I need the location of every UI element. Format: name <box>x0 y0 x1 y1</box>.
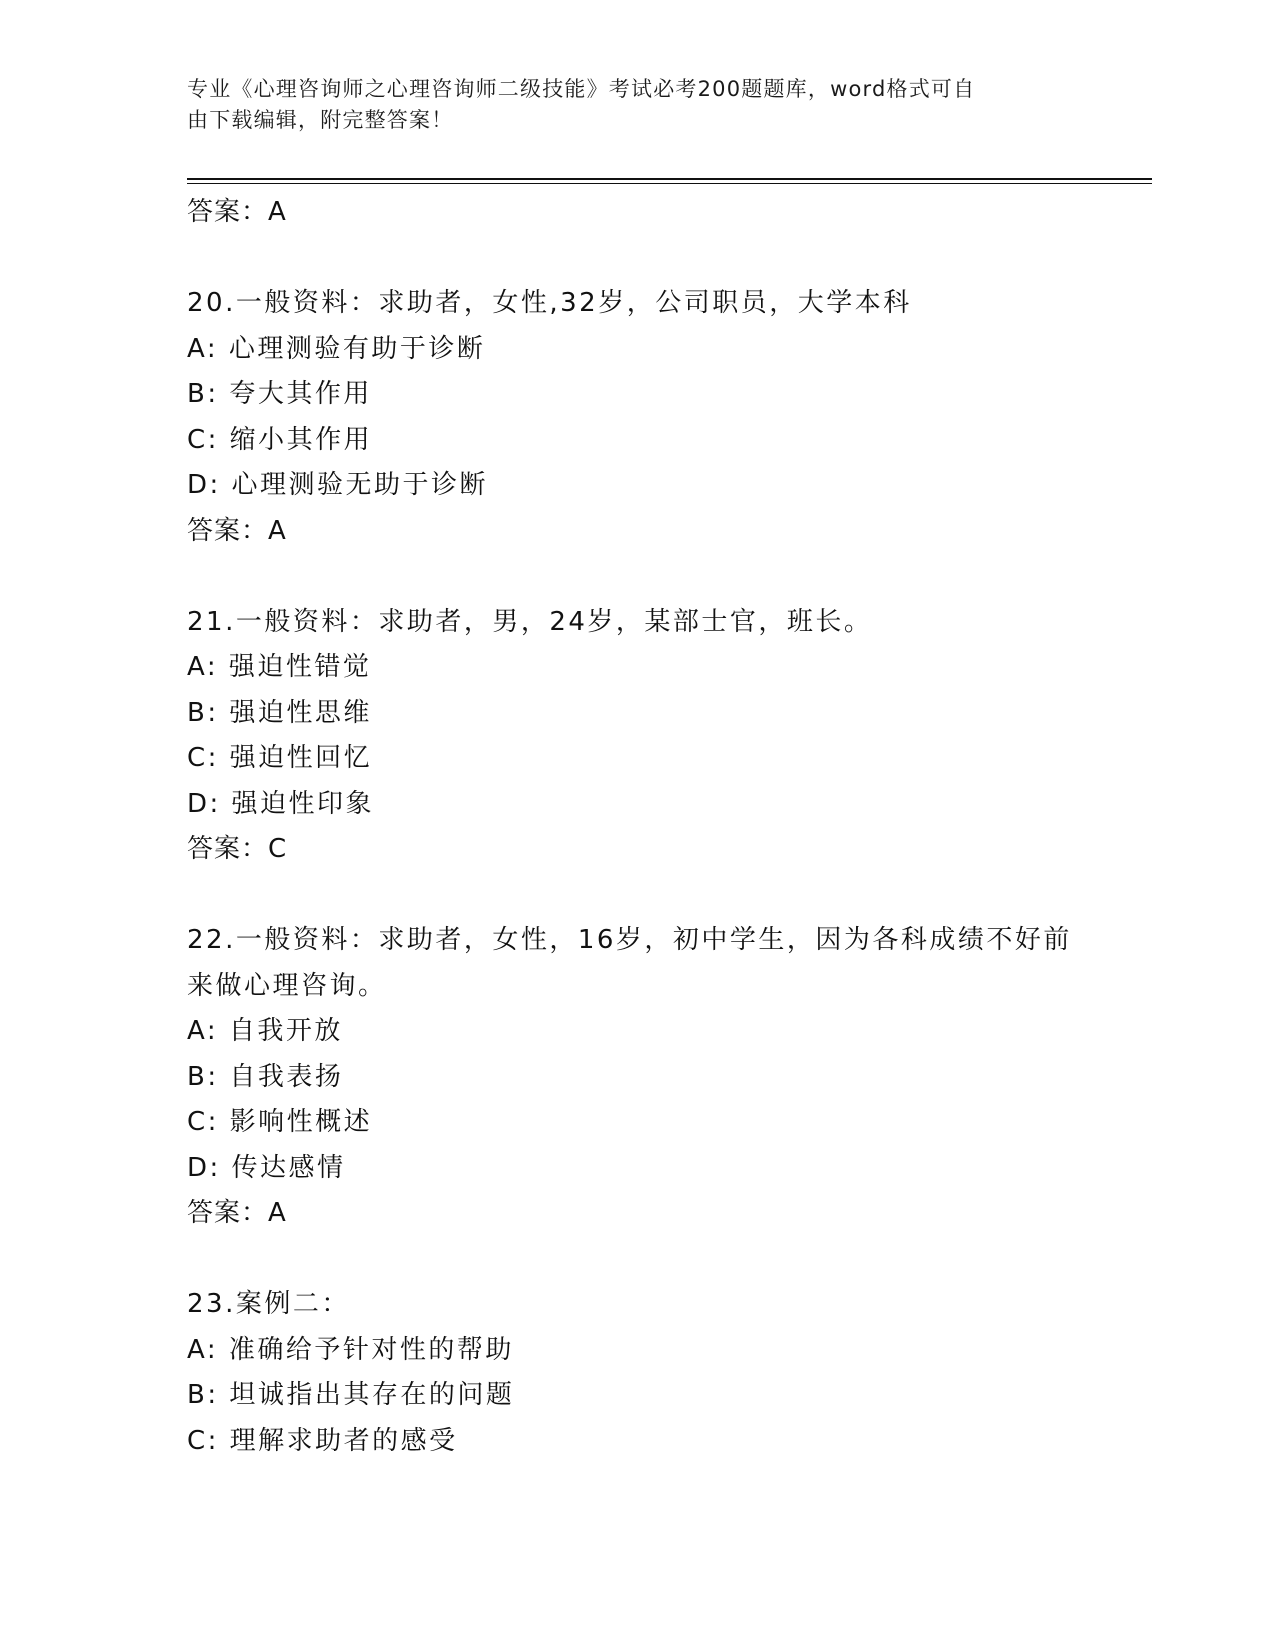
header-line-1: 专业《心理咨询师之心理咨询师二级技能》考试必考200题题库，word格式可自 <box>187 77 976 101</box>
question-22 <box>187 918 1152 1237</box>
option-a: A: 心理测验有助于诊断 <box>187 333 486 364</box>
question-stem: 21.一般资料：求助者，男，24岁，某部士官，班长。 <box>187 606 873 637</box>
question-21 <box>187 600 1152 873</box>
question-20 <box>187 281 1152 554</box>
option-c: C: 影响性概述 <box>187 1107 373 1137</box>
option-c: C: 缩小其作用 <box>187 424 373 455</box>
question-stem: 20.一般资料：求助者，女性,32岁，公司职员，大学本科 <box>187 288 912 318</box>
option-d: D: 强迫性印象 <box>187 788 375 819</box>
option-a: A: 自我开放 <box>187 1016 343 1046</box>
question-stem: 23.案例二： <box>187 1289 350 1319</box>
option-a: A: 强迫性错觉 <box>187 652 372 682</box>
option-b: B: 强迫性思维 <box>187 697 372 728</box>
document-header <box>187 74 1067 136</box>
option-b: B: 自我表扬 <box>187 1061 344 1092</box>
option-b: B: 坦诚指出其存在的问题 <box>187 1380 515 1410</box>
option-b: B: 夸大其作用 <box>187 379 372 409</box>
option-d: D: 心理测验无助于诊断 <box>187 470 489 500</box>
answer: 答案：C <box>187 834 288 864</box>
spacer <box>187 1237 1152 1283</box>
question-stem-continued: 来做心理咨询。 <box>187 970 387 1001</box>
question-list <box>187 190 1152 1464</box>
spacer <box>187 236 1152 282</box>
answer: 答案：A <box>187 515 287 546</box>
previous-answer: 答案：A <box>187 197 287 227</box>
question-23 <box>187 1282 1152 1464</box>
spacer <box>187 554 1152 600</box>
header-line-2: 由下载编辑，附完整答案！ <box>187 108 454 132</box>
option-a: A: 准确给予针对性的帮助 <box>187 1334 514 1365</box>
question-stem: 22.一般资料：求助者，女性，16岁，初中学生，因为各科成绩不好前 <box>187 925 1072 955</box>
header-rule-thick <box>187 178 1152 180</box>
option-d: D: 传达感情 <box>187 1152 346 1183</box>
answer: 答案：A <box>187 1198 287 1228</box>
option-c: C: 理解求助者的感受 <box>187 1425 458 1456</box>
header-rule-thin <box>187 183 1152 184</box>
option-c: C: 强迫性回忆 <box>187 743 373 773</box>
spacer <box>187 873 1152 919</box>
